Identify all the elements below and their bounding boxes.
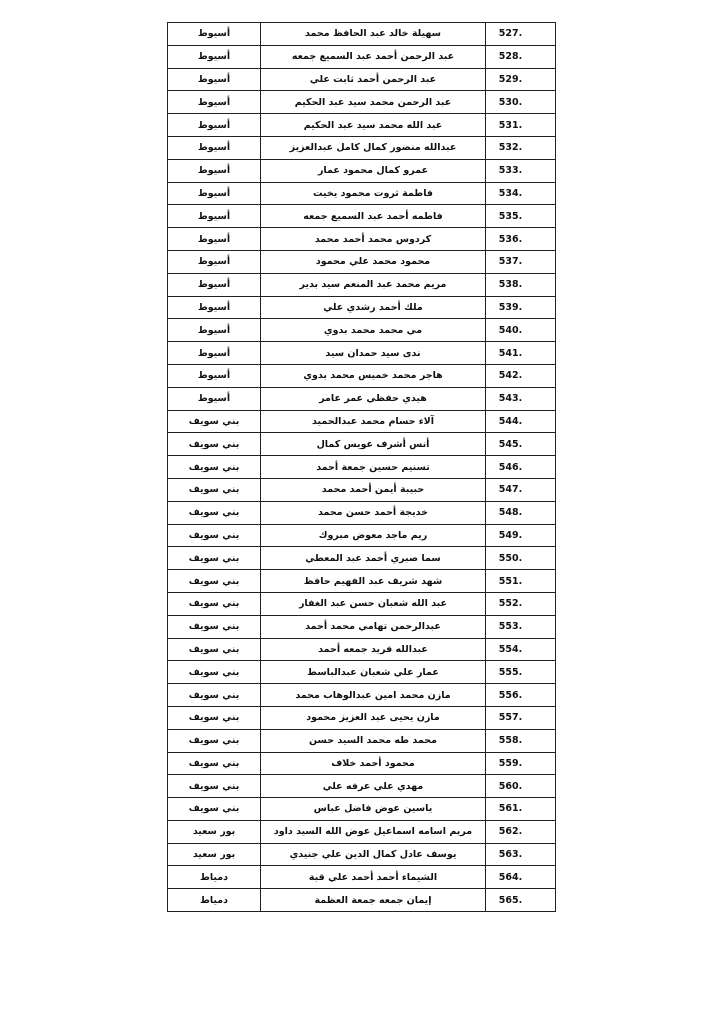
table-row (168, 387, 556, 410)
student-name-cell: سما صبري أحمد عبد المعطي (261, 547, 486, 570)
serial-number-cell: 533. (486, 159, 556, 182)
student-name-cell: عبدالرحمن تهامي محمد أحمد (261, 615, 486, 638)
student-name-cell: شهد شريف عبد الفهيم حافظ (261, 570, 486, 593)
serial-number-cell: 538. (486, 273, 556, 296)
table-row (168, 182, 556, 205)
governorate-cell: أسيوط (168, 91, 261, 114)
table-row (168, 136, 556, 159)
governorate-cell: بني سويف (168, 478, 261, 501)
student-name-cell: عبدالله فريد جمعه أحمد (261, 638, 486, 661)
table-row (168, 364, 556, 387)
serial-number-cell: 558. (486, 729, 556, 752)
governorate-cell: بني سويف (168, 729, 261, 752)
student-name-cell: عبد الرحمن محمد سيد عبد الحكيم (261, 91, 486, 114)
student-name-cell: عبد الرحمن أحمد عبد السميع جمعه (261, 45, 486, 68)
serial-number-cell: 546. (486, 456, 556, 479)
serial-number-cell: 534. (486, 182, 556, 205)
governorate-cell: أسيوط (168, 364, 261, 387)
serial-number-cell: 563. (486, 843, 556, 866)
serial-number-cell: 536. (486, 228, 556, 251)
student-name-cell: عمار علي شعبان عبدالباسط (261, 661, 486, 684)
table-row (168, 273, 556, 296)
table-row (168, 114, 556, 137)
student-name-cell: إيمان جمعه جمعة العظمة (261, 889, 486, 912)
student-name-cell: مازن يحيى عبد العزيز محمود (261, 706, 486, 729)
governorate-cell: بني سويف (168, 684, 261, 707)
student-name-cell: ريم ماجد معوض مبروك (261, 524, 486, 547)
serial-number-cell: 537. (486, 250, 556, 273)
student-name-cell: سهيلة خالد عبد الحافظ محمد (261, 23, 486, 46)
table-row (168, 592, 556, 615)
student-name-cell: عبد الله شعبان حسن عبد الغفار (261, 592, 486, 615)
student-name-cell: آلاء حسام محمد عبدالحميد (261, 410, 486, 433)
student-name-cell: مازن محمد امين عبدالوهاب محمد (261, 684, 486, 707)
table-row (168, 91, 556, 114)
governorate-cell: أسيوط (168, 114, 261, 137)
student-name-cell: مهدي علي عرفه علي (261, 775, 486, 798)
serial-number-cell: 552. (486, 592, 556, 615)
governorate-cell: بور سعيد (168, 820, 261, 843)
governorate-cell: بني سويف (168, 547, 261, 570)
serial-number-cell: 561. (486, 798, 556, 821)
table-row (168, 159, 556, 182)
student-name-cell: فاطمه أحمد عبد السميع جمعه (261, 205, 486, 228)
serial-number-cell: 535. (486, 205, 556, 228)
serial-number-cell: 547. (486, 478, 556, 501)
governorate-cell: بني سويف (168, 661, 261, 684)
governorate-cell: أسيوط (168, 387, 261, 410)
table-row (168, 342, 556, 365)
governorate-cell: بني سويف (168, 456, 261, 479)
governorate-cell: أسيوط (168, 273, 261, 296)
table-row (168, 798, 556, 821)
table-row (168, 410, 556, 433)
governorate-cell: بني سويف (168, 775, 261, 798)
table-row (168, 843, 556, 866)
student-name-cell: محمد طه محمد السيد حسن (261, 729, 486, 752)
governorate-cell: بني سويف (168, 433, 261, 456)
serial-number-cell: 528. (486, 45, 556, 68)
governorate-cell: بني سويف (168, 524, 261, 547)
serial-number-cell: 543. (486, 387, 556, 410)
table-row (168, 684, 556, 707)
student-name-cell: الشيماء أحمد أحمد علي قبة (261, 866, 486, 889)
governorate-cell: بني سويف (168, 410, 261, 433)
serial-number-cell: 562. (486, 820, 556, 843)
student-name-cell: هيدي حفظي عمر عامر (261, 387, 486, 410)
governorate-cell: بني سويف (168, 592, 261, 615)
student-name-cell: محمود أحمد خلاف (261, 752, 486, 775)
student-name-cell: عبدالله منصور كمال كامل عبدالعزيز (261, 136, 486, 159)
table-row (168, 478, 556, 501)
table-row (168, 615, 556, 638)
serial-number-cell: 553. (486, 615, 556, 638)
governorate-cell: أسيوط (168, 342, 261, 365)
governorate-cell: بني سويف (168, 615, 261, 638)
student-name-cell: خديجة أحمد حسن محمد (261, 501, 486, 524)
table-row (168, 433, 556, 456)
student-name-cell: مريم اسامه اسماعيل عوض الله السيد داود (261, 820, 486, 843)
table-row (168, 638, 556, 661)
table-row (168, 228, 556, 251)
table-row (168, 889, 556, 912)
serial-number-cell: 541. (486, 342, 556, 365)
student-name-cell: تسنيم حسين جمعة أحمد (261, 456, 486, 479)
table-row (168, 296, 556, 319)
serial-number-cell: 531. (486, 114, 556, 137)
serial-number-cell: 548. (486, 501, 556, 524)
student-name-cell: كردوس محمد أحمد محمد (261, 228, 486, 251)
serial-number-cell: 559. (486, 752, 556, 775)
serial-number-cell: 544. (486, 410, 556, 433)
governorate-cell: أسيوط (168, 228, 261, 251)
governorate-cell: بور سعيد (168, 843, 261, 866)
table-row (168, 547, 556, 570)
governorate-cell: بني سويف (168, 798, 261, 821)
serial-number-cell: 550. (486, 547, 556, 570)
student-name-cell: محمود محمد علي محمود (261, 250, 486, 273)
student-name-cell: ياسين عوض فاضل عباس (261, 798, 486, 821)
table-row (168, 524, 556, 547)
governorate-cell: أسيوط (168, 136, 261, 159)
student-name-cell: مريم محمد عبد المنعم سيد بدير (261, 273, 486, 296)
student-name-cell: ملك أحمد رشدي علي (261, 296, 486, 319)
serial-number-cell: 560. (486, 775, 556, 798)
table-row (168, 205, 556, 228)
serial-number-cell: 557. (486, 706, 556, 729)
governorate-cell: بني سويف (168, 570, 261, 593)
governorate-cell: أسيوط (168, 45, 261, 68)
serial-number-cell: 540. (486, 319, 556, 342)
student-name-cell: عبد الله محمد سيد عبد الحكيم (261, 114, 486, 137)
serial-number-cell: 551. (486, 570, 556, 593)
student-name-cell: هاجر محمد خميس محمد بدوي (261, 364, 486, 387)
serial-number-cell: 529. (486, 68, 556, 91)
student-name-cell: عمرو كمال محمود عمار (261, 159, 486, 182)
student-name-cell: أنس أشرف عويس كمال (261, 433, 486, 456)
table-row (168, 775, 556, 798)
table-row (168, 23, 556, 46)
serial-number-cell: 532. (486, 136, 556, 159)
table-row (168, 752, 556, 775)
table-row (168, 866, 556, 889)
table-row (168, 661, 556, 684)
student-name-cell: فاطمة ثروت محمود يخيت (261, 182, 486, 205)
governorate-cell: أسيوط (168, 296, 261, 319)
serial-number-cell: 564. (486, 866, 556, 889)
student-name-cell: حبيبة أيمن أحمد محمد (261, 478, 486, 501)
names-table (167, 22, 556, 912)
governorate-cell: أسيوط (168, 205, 261, 228)
governorate-cell: أسيوط (168, 68, 261, 91)
governorate-cell: بني سويف (168, 501, 261, 524)
student-name-cell: ندى سيد حمدان سيد (261, 342, 486, 365)
governorate-cell: أسيوط (168, 250, 261, 273)
table-row (168, 68, 556, 91)
table-row (168, 820, 556, 843)
serial-number-cell: 555. (486, 661, 556, 684)
serial-number-cell: 542. (486, 364, 556, 387)
governorate-cell: دمياط (168, 889, 261, 912)
serial-number-cell: 545. (486, 433, 556, 456)
table-row (168, 45, 556, 68)
serial-number-cell: 530. (486, 91, 556, 114)
table-row (168, 319, 556, 342)
student-name-cell: عبد الرحمن أحمد ثابت علي (261, 68, 486, 91)
table-row (168, 729, 556, 752)
student-name-cell: مي محمد محمد بدوي (261, 319, 486, 342)
table-row (168, 501, 556, 524)
serial-number-cell: 527. (486, 23, 556, 46)
student-name-cell: يوسف عادل كمال الدين علي جنيدي (261, 843, 486, 866)
table-row (168, 456, 556, 479)
governorate-cell: بني سويف (168, 638, 261, 661)
table-row (168, 570, 556, 593)
serial-number-cell: 554. (486, 638, 556, 661)
serial-number-cell: 565. (486, 889, 556, 912)
governorate-cell: بني سويف (168, 752, 261, 775)
governorate-cell: بني سويف (168, 706, 261, 729)
serial-number-cell: 549. (486, 524, 556, 547)
governorate-cell: أسيوط (168, 23, 261, 46)
governorate-cell: أسيوط (168, 319, 261, 342)
governorate-cell: أسيوط (168, 182, 261, 205)
table-row (168, 250, 556, 273)
table-body (168, 23, 556, 912)
serial-number-cell: 556. (486, 684, 556, 707)
serial-number-cell: 539. (486, 296, 556, 319)
governorate-cell: دمياط (168, 866, 261, 889)
governorate-cell: أسيوط (168, 159, 261, 182)
table-row (168, 706, 556, 729)
